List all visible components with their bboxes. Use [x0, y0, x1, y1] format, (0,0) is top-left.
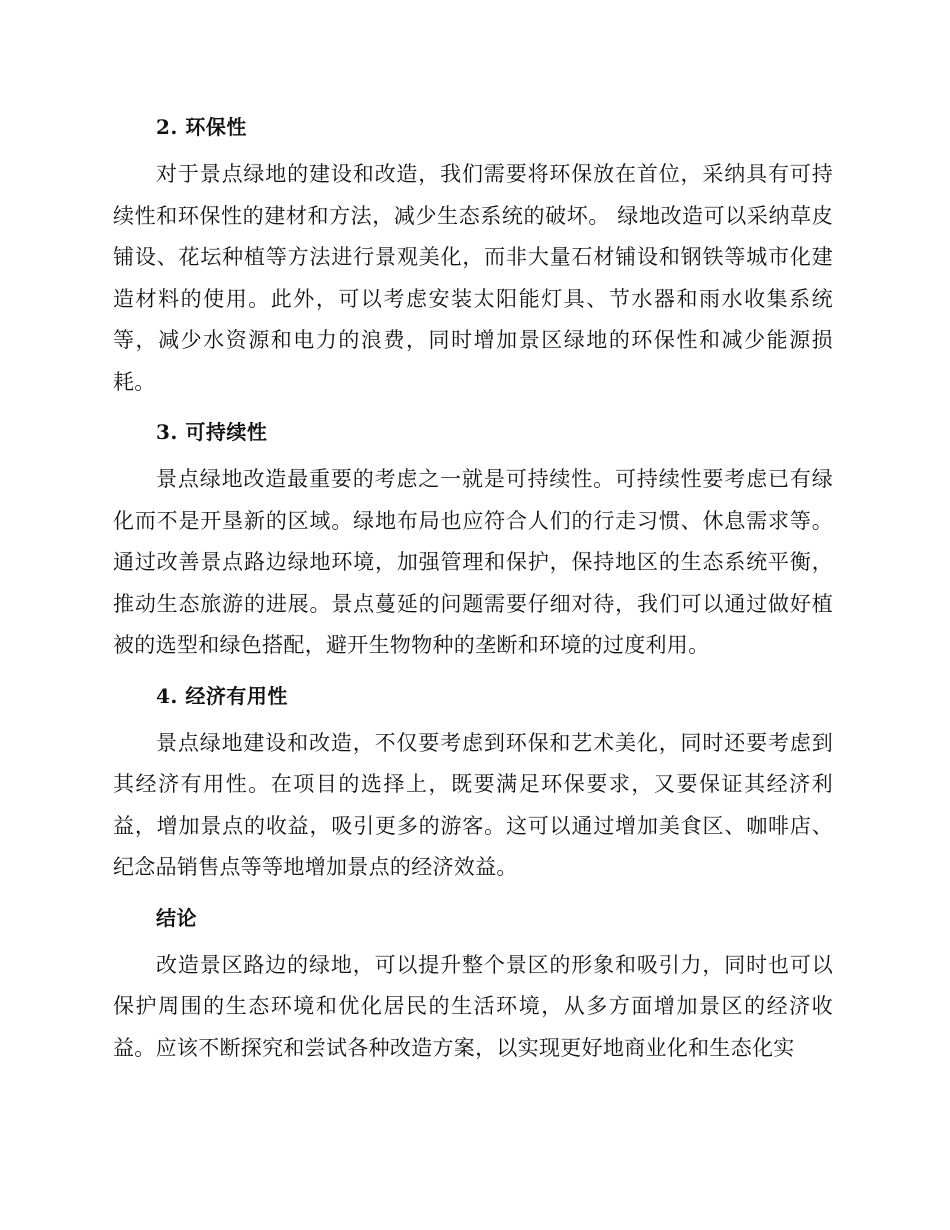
- section-conclusion: [113, 899, 833, 1070]
- section-heading: 4. 经济有用性: [156, 683, 288, 708]
- section-economic-usefulness: [113, 677, 833, 889]
- section-heading: 结论: [156, 905, 197, 930]
- section-heading: 3. 可持续性: [156, 420, 268, 444]
- section-paragraph: 改造景区路边的绿地，可以提升整个景区的形象和吸引力，同时也可以保护周围的生态环境和优化居民的生活环境，从多方面增加景区的经济收益。应该不断探究和尝试各种改造方案，以实现更好地商业化和生态化实: [113, 952, 833, 1060]
- section-paragraph: 景点绿地改造最重要的考虑之一就是可持续性。可持续性要考虑已有绿化而不是开垦新的区域。绿地布局也应符合人们的行走习惯、休息需求等。通过改善景点路边绿地环境，加强管理和保护，保持地区的生态系统平衡，推动生态旅游的进展。景点蔓延的问题需要仔细对待，我们可以通过做好植被的选型和绿色搭配，避开生物物种的垄断和环境的过度利用。: [113, 467, 833, 657]
- section-environmental: [113, 108, 833, 403]
- section-sustainability: [113, 413, 833, 667]
- document-body: [113, 108, 833, 1077]
- section-heading: 2. 环保性: [156, 115, 247, 139]
- section-paragraph: 景点绿地建设和改造，不仅要考虑到环保和艺术美化，同时还要考虑到其经济有用性。在项目的选择上，既要满足环保要求，又要保证其经济利益，增加景点的收益，吸引更多的游客。这可以通过增加美食区、咖啡店、纪念品销售点等等地增加景点的经济效益。: [113, 730, 833, 879]
- section-paragraph: 对于景点绿地的建设和改造，我们需要将环保放在首位，采纳具有可持续性和环保性的建材和方法，减少生态系统的破坏。 绿地改造可以采纳草皮铺设、花坛种植等方法进行景观美化，而非大量石材铺设和钢铁等城市化建造材料的使用。此外，可以考虑安装太阳能灯具、节水器和雨水收集系统等，减少水资源和电力的浪费，同时增加景区绿地的环保性和减少能源损耗。: [113, 162, 833, 394]
